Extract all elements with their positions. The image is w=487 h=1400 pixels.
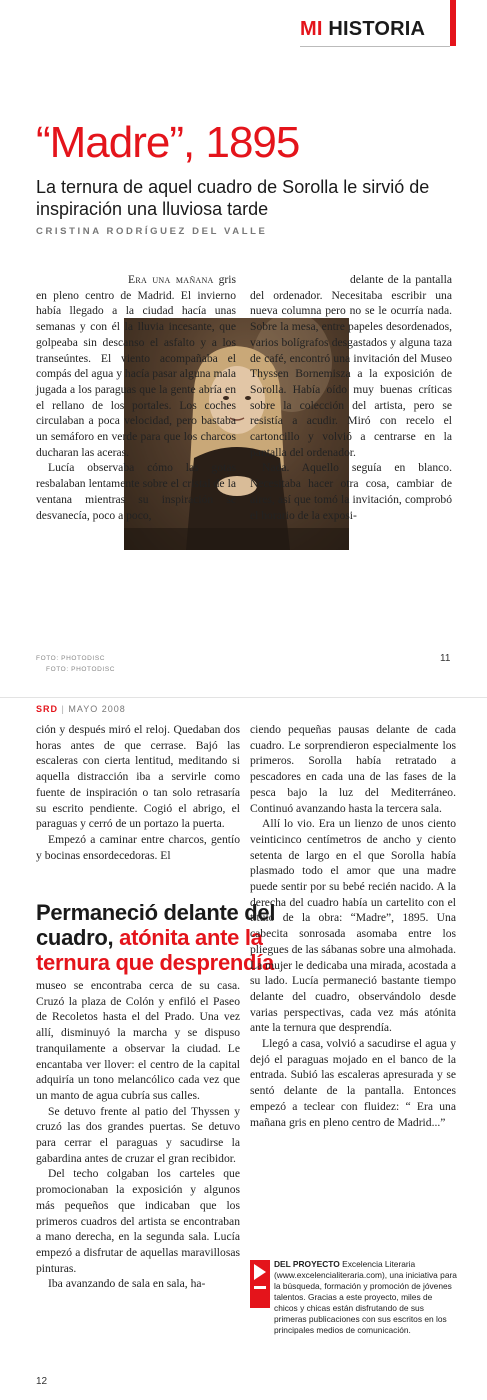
- article-byline: CRISTINA RODRÍGUEZ DEL VALLE: [36, 226, 268, 237]
- paragraph: Iba avanzando de sala en sala, ha-: [48, 1277, 206, 1291]
- paragraph: Llegó a casa, volvió a sacudirse el agua y dejó el paraguas mojado en el banco de la entrada. Subió las escaleras apresurada y se sentó delante de la pantalla. Entonces empezó a teclear con fluidez: “ Era una mañana gris en pleno centro de Madrid...”: [250, 1037, 456, 1129]
- folio-date: MAYO 2008: [68, 704, 126, 714]
- column-2-page-1: [250, 272, 452, 523]
- paragraph: Del techo colgaban los carteles que promocionaban la exposición y algunos más pequeños que indicaban que los primeros cuadros del artista se encontraban a mano derecha, en la segunda sala. Lucía empezó a disfrutar de aquellas maravillosas pinturas.: [36, 1167, 240, 1275]
- project-logo-mark: [250, 1260, 270, 1308]
- paragraph: delante de la pantalla del ordenador. Necesitaba escribir una nueva columna pero no se le ocurría nada. Sobre la mesa, entre papeles desordenados, varios bolígrafos desgastados y alguna taza de café, encontró una invitación del Museo Thyssen Bornemisza a la exposición de Sorolla. Había oído muy buenas críticas sobre la colección del artista, pero se resistía a acudir. Miró con recelo el cartoncillo y volvió a centrarse en la pantalla del ordenador.: [250, 273, 452, 459]
- folio: [36, 704, 126, 714]
- pull-quote: [36, 900, 286, 975]
- page-divider: [0, 697, 487, 698]
- paragraph: ción y después miró el reloj. Quedaban dos horas antes de que cerrase. Bajó las escaleras con cierta lentitud, meditando si aquella distracción iba a servirle como fuente de inspiración o tan solo retrasaría su escrito pendiente. Cogió el abrigo, el paraguas y cerró de un portazo la puerta.: [36, 723, 240, 831]
- article-subtitle: La ternura de aquel cuadro de Sorolla le sirvió de inspiración una lluviosa tarde: [36, 177, 430, 219]
- section-title: [300, 18, 425, 41]
- section-accent-bar: [450, 0, 456, 46]
- column-1-page-1: [36, 272, 236, 523]
- pull-quote-black: Permaneció delante del cuadro,: [36, 900, 276, 950]
- page-number: 11: [440, 653, 451, 664]
- pull-quote-red: atónita ante la ternura que desprendía: [36, 925, 274, 975]
- paragraph: gris en pleno centro de Madrid. El invierno había llegado a la ciudad hacía unas semanas y con él la lluvia incesante, que golpeaba sin descanso el asfalto y a los transeúntes. El viento acompañaba el compás del agua y hacía pasar alguna mala jugada a los paraguas que la gente abría en el rellano de los portales. Los coches circulaban a poca velocidad, pero bastaba un semáforo en verde para que los charcos ducharan las aceras.: [36, 273, 236, 459]
- section-title-mi: MI: [300, 18, 323, 40]
- photo-credit: FOTO: PHOTODISC: [36, 655, 106, 662]
- paragraph: museo se encontraba cerca de su casa. Cruzó la plaza de Colón y enfiló el Paseo de Recoletos hasta el del Prado. Una vez allí, disminuyó la marcha y se dispuso tranquilamente a observar la ciudad. Le encantaba ver llover: el centro de la capital adquiría un tono melancólico cada vez que un manto de agua cubría sus calles.: [36, 979, 240, 1102]
- column-1-page-2-bottom: [36, 978, 240, 1292]
- project-box: [274, 1259, 458, 1336]
- lead-in: Era una mañana: [128, 273, 214, 286]
- page-number: 12: [36, 1376, 48, 1387]
- project-label: DEL PROYECTO: [274, 1259, 340, 1269]
- folio-separator: |: [61, 704, 65, 714]
- article-title: “Madre”, 1895: [36, 118, 300, 167]
- project-text: Excelencia Literaria (www.excelencialiteraria.com), una iniciativa para la búsqueda, formación y promoción de jóvenes talentos. Gracias a este proyecto, miles de chicos y chicas están disfrutando de sus primeras publicaciones con sus escritos en los principales medios de comunicación.: [274, 1259, 457, 1335]
- project-logo-icon: [250, 1260, 270, 1308]
- paragraph: ciendo pequeñas pausas delante de cada cuadro. Le sorprendieron especialmente los primeros. Sorolla había retratado a pescadores en cada una de las fases de la pesca bajo la luz del Mediterráneo. Continuó avanzando hasta la tercera sala.: [250, 723, 456, 815]
- section-rule: [300, 46, 450, 47]
- section-title-historia: HISTORIA: [328, 18, 426, 40]
- column-1-page-2-top: [36, 722, 240, 863]
- paragraph: Lucía observaba cómo las gotas resbalaban lentamente sobre el cristal de la ventana mientras su inspiración se desvanecía, poco a poco,: [36, 461, 236, 522]
- paragraph: Empezó a caminar entre charcos, gentío y bocinas ensordecedoras. El: [36, 832, 240, 862]
- column-2-page-2: [250, 722, 456, 1130]
- paragraph: Se detuvo frente al patio del Thyssen y cruzó las dos grandes puertas. Se detuvo para cerrar el paraguas y sacudirse la gabardina antes de cruzar el gran recibidor.: [36, 1104, 240, 1165]
- folio-brand: SRD: [36, 704, 59, 714]
- paragraph: Allí lo vio. Era un lienzo de unos ciento veinticinco centímetros de ancho y ciento setenta de largo en el que Sorolla había plasmado todo el amor que una madre puede sentir por su bebé recién nacido. A la derecha del cuadro había un cartelito con el título de la obra: “Madre”, 1895. Una cabecita sonrosada asomaba entre los pliegues de las sábanas sobre una almohada. La mujer le dedicaba una mirada, acostada a su lado. Lucía permaneció bastante tiempo delante del cuadro, observándolo desde varias perspectivas, cada vez más atónita ante la ternura que desprendía.: [250, 817, 457, 1035]
- paragraph: Nada. Aquello seguía en blanco. Necesitaba hacer otra cosa, cambiar de aires, así que tomó la invitación, comprobó el horario de la exposi-: [250, 461, 452, 522]
- photo-credit-secondary: FOTO: PHOTODISC: [46, 666, 116, 673]
